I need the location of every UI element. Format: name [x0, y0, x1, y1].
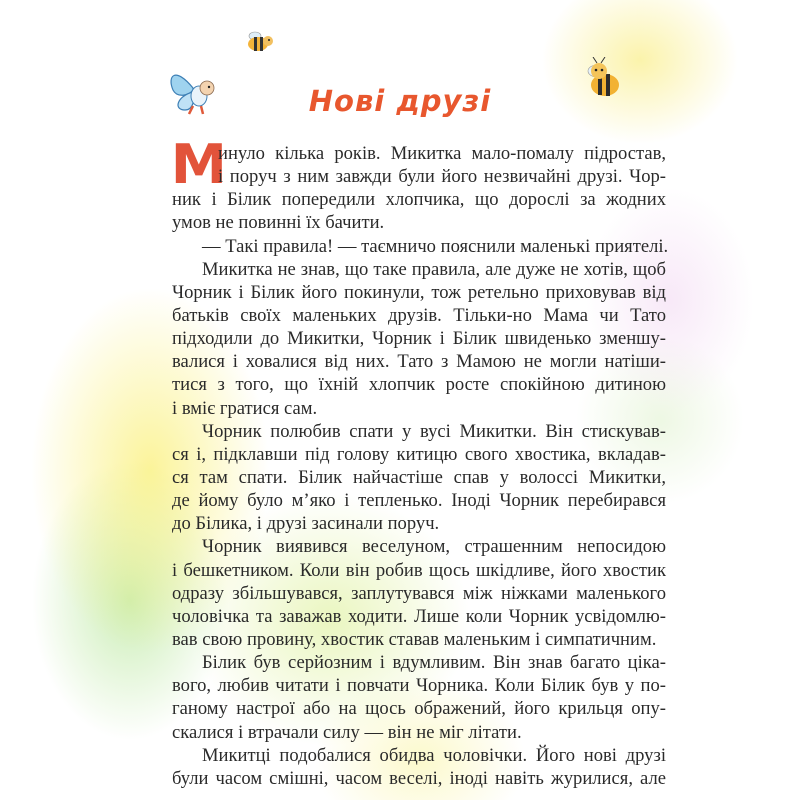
text-line: Микитка не знав, що таке правила, але дуже не хотів, щоб [202, 258, 666, 280]
text-line: Чорник полюбив спати у вусі Микитки. Він стискував- [202, 420, 666, 442]
text-line: чоловічка та заважав ходити. Лише коли Чорник усвідомлю- [172, 605, 666, 627]
text-line: Білик був серйозним і вдумливим. Він знав багато ціка- [202, 652, 666, 674]
text-line: инуло кілька років. Микитка мало-помалу підростав, [218, 143, 666, 164]
paragraph [172, 142, 666, 235]
paragraph [172, 535, 666, 651]
text-line: Чорник виявився веселуном, страшенним непосидою [202, 536, 666, 558]
paragraph [172, 235, 669, 258]
text-line: ся і, підклавши під голову китицю свого хвостика, вкладав- [172, 443, 666, 465]
chapter-title: Нові друзі [308, 84, 492, 118]
text-line: одразу збільшувався, заплутувався між ніжками маленького [172, 582, 666, 604]
text-line: батьків своїх маленьких друзів. Тільки-но Мама чи Тато [172, 304, 666, 326]
text-line: ганому настрої або на щось ображений, його крильця опу- [172, 698, 666, 720]
text-line: ся там спати. Білик найчастіше спав у волоссі Микитки, [172, 466, 666, 488]
text-line: умов не повинні їх бачити. [172, 212, 385, 234]
text-line: скалися і втрачали силу — він не міг літати. [172, 721, 522, 743]
text-line: до Білика, і друзі засинали поруч. [172, 513, 440, 535]
text-line: вого, любив читати і повчати Чорника. Коли Білик був у по- [172, 675, 666, 697]
text-line: і вміє гратися сам. [172, 397, 318, 419]
paragraph [172, 744, 666, 790]
text-line: де йому було м’яко і тепленько. Іноді Чорник перебирався [172, 490, 666, 512]
text-line: і поруч з ним завжди були його незвичайні друзі. Чор- [218, 166, 666, 188]
text-line: Чорник і Білик його покинули, тож ретельно приховував від [172, 281, 666, 303]
text-line: були часом смішні, часом веселі, іноді навіть журилися, але [172, 767, 666, 789]
paragraph [172, 258, 666, 420]
body-text [172, 142, 669, 790]
bee-icon [243, 30, 275, 54]
text-line: і бешкетником. Коли він робив щось шкідливе, його хвостик [172, 559, 666, 581]
paragraph [172, 420, 666, 536]
drop-cap: М [170, 133, 228, 196]
paragraph [172, 651, 666, 744]
text-line: Микитці подобалися обидва чоловічки. Його нові друзі [202, 744, 666, 766]
text-line: ник і Білик попередили хлопчика, що дорослі за жодних [172, 189, 666, 211]
text-line: підходили до Микитки, Чорник і Білик швиденько зменшу- [172, 328, 666, 350]
text-line: — Такі правила! — таємничо пояснили маленькі приятелі. [202, 235, 669, 257]
text-line: тися з того, що їхній хлопчик росте спокійною дитиною [172, 374, 666, 396]
text-line: вав свою провину, хвостик ставав маленьким і симпатичним. [172, 628, 657, 650]
text-line: валися і ховалися від них. Тато з Мамою не могли натіши- [172, 351, 666, 373]
